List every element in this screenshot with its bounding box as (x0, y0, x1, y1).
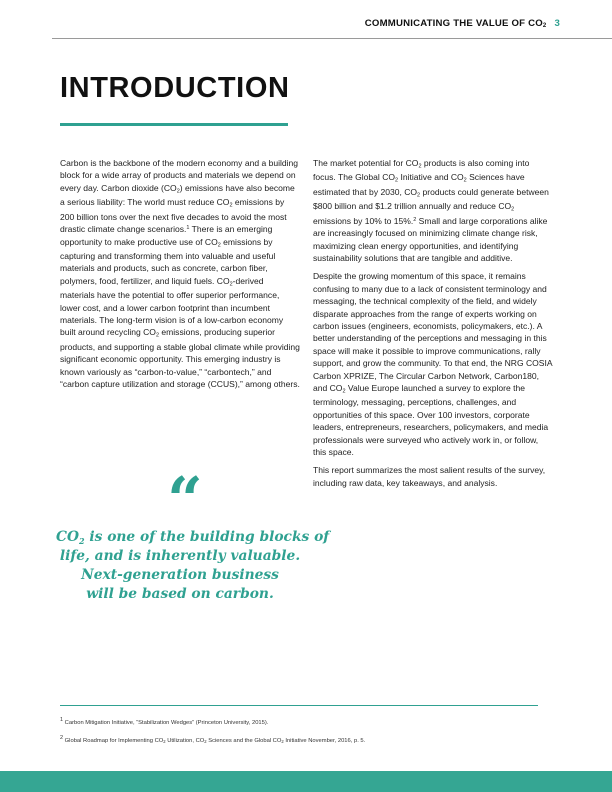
pull-quote-line-4: will be based on carbon. (86, 586, 274, 603)
text-run: products could generate between $800 billion and $1.2 trillion annually and reduce CO (313, 186, 549, 212)
subscript: 2 (217, 242, 221, 248)
text-run: Carbon Mitigation Initiative, “Stabilization Wedges” (Princeton University, 2015). (63, 720, 269, 726)
market-paragraph (313, 157, 553, 264)
text-run: emissions by 10% to 15%. (313, 215, 414, 226)
text-run: ) emissions have also become a serious liability: The world must reduce CO (60, 182, 295, 208)
running-title: COMMUNICATING THE VALUE OF CO (364, 18, 543, 29)
pull-quote-line-2: life, and is inherently valuable. (59, 548, 301, 565)
quote-mark-icon: “ (167, 470, 203, 518)
footnote-number: 2 (60, 735, 64, 741)
page-number: 3 (554, 18, 560, 29)
subscript: 2 (163, 739, 166, 744)
subscript: 2 (176, 188, 180, 195)
text-run: CO (56, 529, 79, 545)
footnote-2 (60, 735, 365, 744)
subscript: 2 (281, 739, 284, 744)
text-run: emissions, producing superior products, and supporting a stable global climate while providing significant economic opportunity. This emerging industry is known variously as “carbon-to-value,” “carbontech,” and “carbon capture utilization and storage (CCUS),” among others. (60, 327, 300, 390)
text-run: -derived materials have the potential to offer superior performance, lower cost, and a lower carbon footprint than incumbent materials. The long-term vision is of a low-carbon economy built around recycling CO (60, 275, 284, 338)
subscript: 2 (417, 192, 421, 199)
right-column (313, 157, 553, 495)
subscript: 2 (79, 536, 85, 546)
subscript: 2 (342, 388, 346, 395)
footer-band (0, 771, 612, 792)
text-run: emissions by capturing and transforming them into valuable and useful materials and products, such as concrete, carbon fiber, polymers, food, fertilizer, and liquid fuels. CO (60, 236, 276, 286)
text-run: Global Roadmap for Implementing CO (63, 738, 164, 744)
subscript: 2 (418, 163, 422, 170)
text-run: Initiative November, 2016, p. 5. (283, 738, 366, 744)
page-title: INTRODUCTION (60, 72, 290, 104)
text-run: Initiative and CO (398, 172, 464, 183)
header-rule (52, 38, 612, 39)
footnote-number: 1 (60, 717, 64, 723)
text-run: The market potential for CO (313, 158, 419, 168)
text-run: Value Europe launched a survey to explore the terminology, messaging, perceptions, challenges, and opportunities of this space. Over 100 investors, corporate leaders, entrepreneurs, researchers, policymakers, and media professionals were surveyed who actively work in, or follow, this space. (313, 382, 549, 457)
pull-quote-line-1 (56, 528, 330, 547)
text-run: Sciences and the Global CO (206, 738, 282, 744)
text-run: Utilization, CO (165, 738, 205, 744)
text-run: Carbon is the backbone of the modern economy and a building block for a wide array of products and materials we depend on every day. Carbon dioxide (CO (60, 158, 299, 193)
footnote-ref-2[interactable]: 2 (413, 216, 417, 223)
subscript: 2 (395, 177, 399, 184)
footnote-ref-1[interactable]: 1 (186, 225, 190, 232)
subscript: 2 (204, 739, 207, 744)
text-run: Sciences have estimated that by 2030, CO (313, 172, 525, 197)
intro-paragraph (60, 157, 300, 390)
text-run: emissions by 200 billion tons over the next five decades to avoid the most drastic climate change scenarios. (60, 197, 287, 235)
summary-paragraph: This report summarizes the most salient results of the survey, including raw data, key takeaways, and analysis. (313, 465, 546, 488)
text-run: Small and large corporations alike are increasingly focused on minimizing climate change risk, maximizing clean energy opportunities, and identifying sustainability solutions that are tangible and additive. (313, 215, 548, 264)
title-underline (60, 123, 288, 126)
subscript: 2 (229, 202, 233, 209)
subscript: 2 (511, 206, 515, 213)
running-title-subscript: 2 (542, 23, 547, 29)
text-run: is one of the building blocks of (84, 529, 330, 545)
subscript: 2 (463, 177, 467, 184)
subscript: 2 (155, 332, 160, 339)
text-run: Despite the growing momentum of this space, it remains confusing to many due to a lack of consistent terminology and messaging, the technical complexity of the field, and widely disparate approaches from the range of experts working on carbon issues (engineers, economists, policymakers, etc.). A better understanding of the perceptions and messaging in this space will make it possible to improve communications, rally support, and grow the community. To that end, the NRG COSIA Carbon XPRIZE, The Circular Carbon Network, Carbon180, and CO (313, 271, 553, 393)
footnote-1 (60, 717, 268, 726)
momentum-paragraph (313, 270, 553, 458)
footnote-rule (60, 705, 538, 706)
subscript: 2 (229, 281, 233, 288)
pull-quote-line-3: Next-generation business (81, 567, 279, 584)
text-run: There is an emerging opportunity to make productive use of CO (60, 224, 273, 247)
text-run: products is also coming into focus. The Global CO (313, 158, 530, 183)
pull-quote (56, 528, 330, 604)
left-column (60, 157, 300, 396)
running-header (365, 18, 560, 29)
